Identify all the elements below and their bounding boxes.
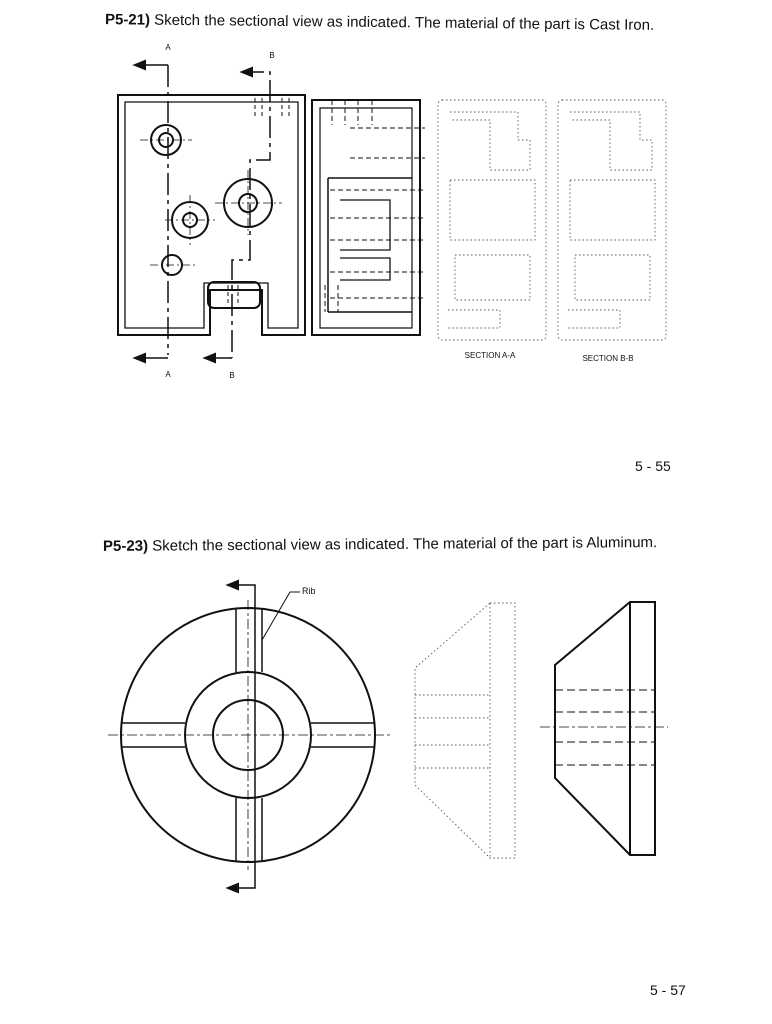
problem-1-number: P5-21) (104, 11, 151, 29)
profile-view-outline (555, 602, 655, 855)
front-view-outline (118, 95, 305, 335)
bore-circle (213, 700, 283, 770)
page-number-2: 5 - 57 (650, 982, 686, 998)
outer-circle (121, 608, 375, 862)
problem-1-instruction: Sketch the sectional view as indicated. The material of the part is Cast Iron. (154, 11, 655, 34)
problem-2-title (103, 534, 657, 555)
page-number-1: 5 - 55 (635, 458, 671, 474)
section-aa-caption: SECTION A-A (464, 351, 516, 360)
section-bb-caption: SECTION B-B (582, 354, 634, 363)
problem-2-instruction: Sketch the sectional view as indicated. The material of the part is Aluminum. (152, 534, 658, 555)
problem-1-drawing (0, 0, 772, 420)
label-a-bottom: A (165, 370, 171, 379)
problem-2-number: P5-23) (102, 537, 149, 555)
rib-label: Rib (302, 586, 316, 596)
label-b-top: B (269, 51, 275, 60)
hub-circle (185, 672, 311, 798)
label-b-bottom: B (229, 371, 235, 380)
label-a-top: A (165, 43, 171, 52)
